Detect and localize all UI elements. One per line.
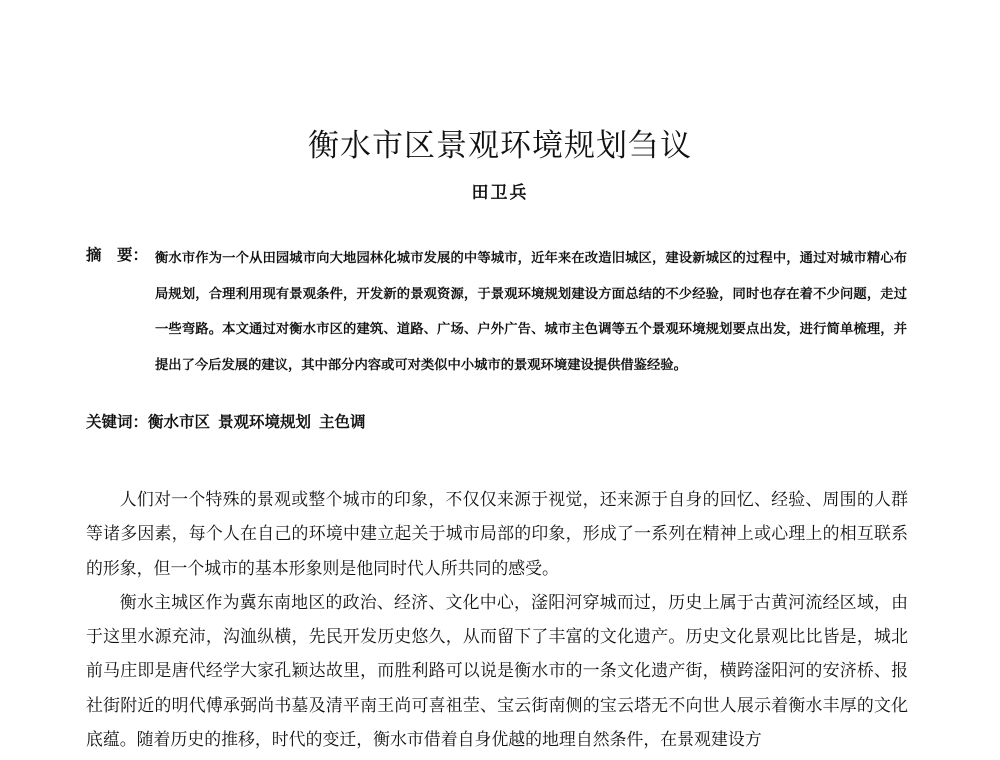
body-paragraph: 衡水主城区作为冀东南地区的政治、经济、文化中心，滏阳河穿城而过，历史上属于古黄河流经区域，由于这里水源充沛，沟洫纵横，先民开发历史悠久，从而留下了丰富的文化遗产。历史文化景观比比皆是，城北前马庄即是唐代经学大家孔颖达故里，而胜利路可以说是衡水市的一条文化遗产街，横跨滏阳河的安济桥、报社街附近的明代傅承弼尚书墓及清平南王尚可喜祖茔、宝云街南侧的宝云塔无不向世人展示着衡水丰厚的文化底蕴。随着历史的推移，时代的变迁，衡水市借着自身优越的地理自然条件，在景观建设方	[86, 591, 908, 750]
keyword-item: 衡水市区	[148, 413, 211, 431]
body-text	[86, 482, 908, 756]
body-paragraph: 人们对一个特殊的景观或整个城市的印象，不仅仅来源于视觉，还来源于自身的回忆、经验、周围的人群等诸多因素，每个人在自己的环境中建立起关于城市局部的印象，形成了一系列在精神上或心理上的相互联系的形象，但一个城市的基本形象则是他同时代人所共同的感受。	[86, 489, 908, 578]
author-name: 田卫兵	[471, 183, 529, 203]
abstract-text: 衡水市作为一个从田园城市向大地园林化城市发展的中等城市，近年来在改造旧城区，建设新城区的过程中，通过对城市精心布局规划，合理利用现有景观条件，开发新的景观资源，于景观环境规划建设方面总结的不少经验，同时也存在着不少问题，走过一些弯路。本文通过对衡水市区的建筑、道路、广场、户外广告、城市主色调等五个景观环境规划要点出发，进行简单梳理，并提出了今后发展的建议，其中部分内容或可对类似中小城市的景观环境建设提供借鉴经验。	[155, 251, 907, 373]
keywords-line	[86, 410, 906, 432]
abstract-label: 摘 要：	[86, 246, 149, 264]
paper-title: 衡水市区景观环境规划刍议	[308, 128, 692, 164]
keyword-item: 主色调	[319, 413, 366, 431]
keyword-item: 景观环境规划	[218, 413, 312, 431]
keywords-label: 关键词：	[86, 413, 149, 431]
